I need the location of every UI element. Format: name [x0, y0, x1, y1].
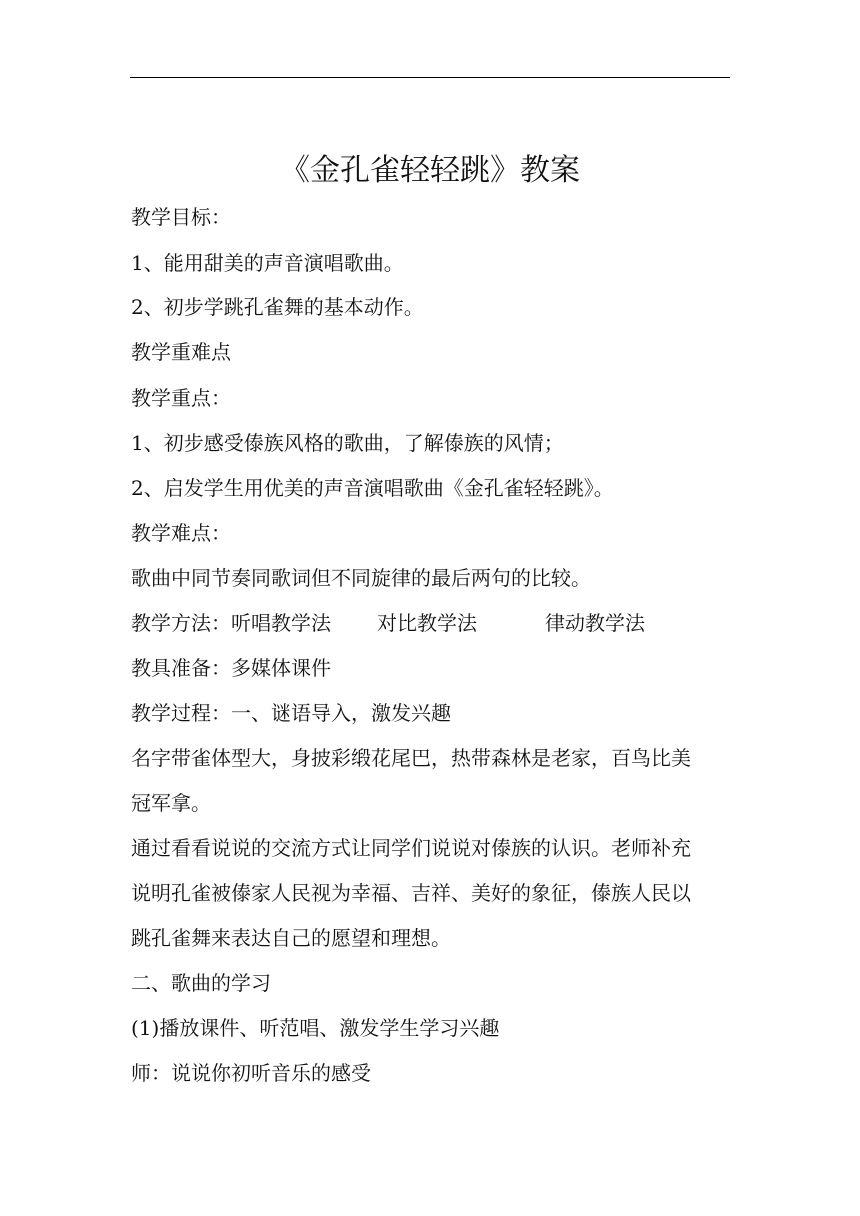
method-2: 对比教学法 [377, 611, 477, 635]
method-3: 律动教学法 [545, 611, 645, 635]
riddle-line-2: 冠军拿。 [131, 791, 211, 815]
header-rule [130, 77, 730, 78]
key-point-1: 1、初步感受傣族风格的歌曲，了解傣族的风情； [131, 431, 564, 455]
paragraph-line-3: 跳孔雀舞来表达自己的愿望和理想。 [131, 926, 451, 950]
key-points-heading: 教学重点： [131, 386, 231, 410]
document-title: 《金孔雀轻轻跳》教案 [280, 153, 580, 188]
paragraph-line-2: 说明孔雀被傣家人民视为幸福、吉祥、美好的象征，傣族人民以 [131, 881, 691, 905]
tools-line: 教具准备：多媒体课件 [131, 656, 331, 680]
step-1-line: (1)播放课件、听范唱、激发学生学习兴趣 [131, 1016, 500, 1040]
key-difficult-heading: 教学重难点 [131, 340, 231, 364]
difficult-text: 歌曲中同节奏同歌词但不同旋律的最后两句的比较。 [131, 566, 591, 590]
section-2-heading: 二、歌曲的学习 [131, 971, 271, 995]
process-step-1: 教学过程：一、谜语导入，激发兴趣 [131, 701, 451, 725]
objective-1: 1、能用甜美的声音演唱歌曲。 [131, 251, 404, 275]
paragraph-line-1: 通过看看说说的交流方式让同学们说说对傣族的认识。老师补充 [131, 836, 691, 860]
riddle-line-1: 名字带雀体型大，身披彩缎花尾巴，热带森林是老家，百鸟比美 [131, 746, 691, 770]
teacher-line: 师：说说你初听音乐的感受 [131, 1061, 371, 1085]
methods-label: 教学方法：听唱教学法 [131, 611, 331, 635]
methods-line [131, 608, 741, 638]
key-point-2: 2、启发学生用优美的声音演唱歌曲《金孔雀轻轻跳》。 [131, 476, 614, 500]
difficult-heading: 教学难点： [131, 521, 231, 545]
objective-2: 2、初步学跳孔雀舞的基本动作。 [131, 295, 424, 319]
objectives-heading: 教学目标： [131, 205, 231, 229]
